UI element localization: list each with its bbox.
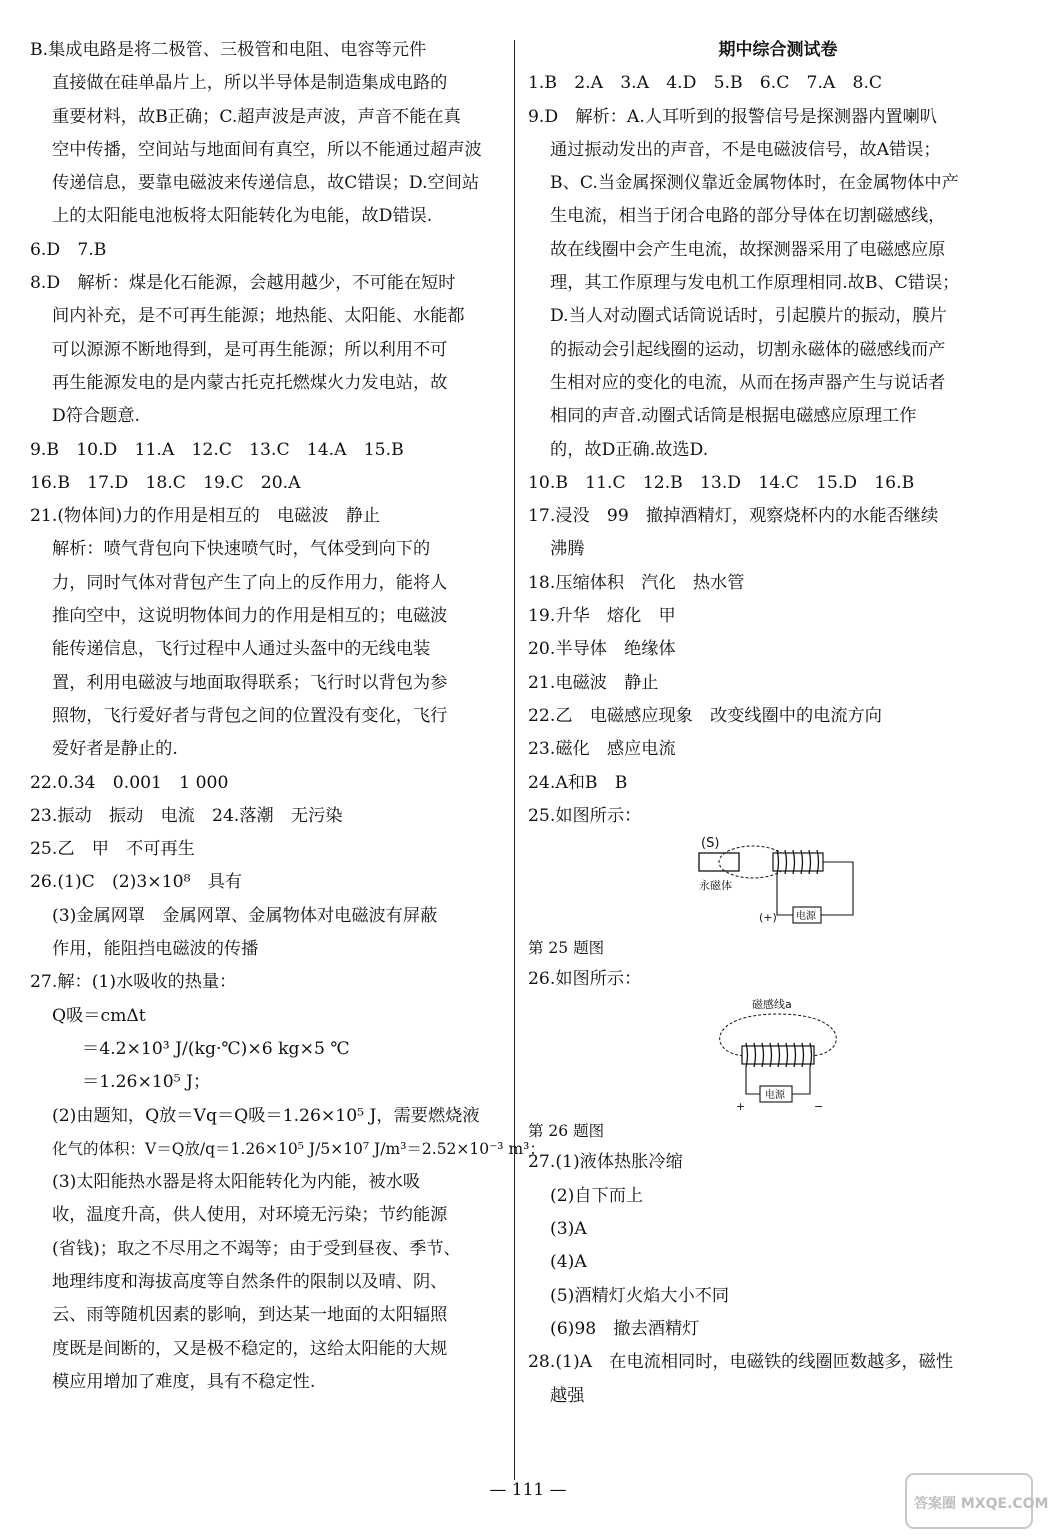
answer-line: 8.D 解析：煤是化石能源，会越用越少，不可能在短时 [30,273,456,294]
text-line: 间内补充，是不可再生能源；地热能、太阳能、水能都 [52,306,465,327]
answer-line: 20.半导体 绝缘体 [528,639,676,660]
text-line: 直接做在硅单晶片上，所以半导体是制造集成电路的 [52,73,448,94]
answer-line: 18.压缩体积 汽化 热水管 [528,572,745,593]
figure-26-diagram [708,996,848,1116]
page-number: — 111 — [489,1480,567,1500]
text-line: 推向空中，这说明物体间力的作用是相互的；电磁波 [52,606,448,627]
answer-line: 27.(1)液体热胀冷缩 [528,1152,683,1173]
text-line: 度既是间断的，又是极不稳定的，这给太阳能的大规 [52,1338,448,1359]
answer-line: 25.乙 甲 不可再生 [30,839,195,860]
text-line: (5)酒精灯火焰大小不同 [550,1285,730,1306]
text-line: (4)A [550,1252,587,1273]
power-label: 电源 [796,911,816,923]
text-line: 爱好者是静止的. [52,739,178,760]
right-column [528,34,1028,1413]
text-line: 照物，飞行爱好者与背包之间的位置没有变化，飞行 [52,705,448,726]
magnet-s-label: (S) [701,836,720,852]
text-line: (3)A [550,1219,587,1240]
text-line: 上的太阳能电池板将太阳能转化为电能，故D错误. [52,206,433,227]
formula-line: Q吸＝cmΔt [52,1005,146,1026]
text-line: B.集成电路是将二极管、三极管和电阻、电容等元件 [30,40,427,60]
text-line: 作用，能阻挡电磁波的传播 [52,939,259,960]
text-line: 理，其工作原理与发电机工作原理相同.故B、C错误； [550,273,960,294]
text-line: 生电流，相当于闭合电路的部分导体在切割磁感线， [550,206,946,227]
text-line: 模应用增加了难度，具有不稳定性. [52,1371,316,1392]
figure-25-diagram [693,833,863,933]
text-line: (2)自下而上 [550,1185,644,1206]
text-line: 沸腾 [550,539,585,560]
answer-line: 9.D 解析：A.人耳听到的报警信号是探测器内置喇叭 [528,106,937,127]
text-line: D符合题意. [52,406,140,427]
text-line: 的振动会引起线圈的运动，切割永磁体的磁感线而产 [550,339,946,360]
formula-line: 化气的体积：V＝Q放/q＝1.26×10⁵ J/5×10⁷ J/m³＝2.52×10⁻³ m³； [52,1139,545,1158]
answer-line: 25.如图所示： [528,805,642,826]
text-line: 解析：喷气背包向下快速喷气时，气体受到向下的 [52,539,431,560]
text-line: 云、雨等随机因素的影响，到达某一地面的太阳辐照 [52,1305,448,1326]
plus-label: (+) [759,911,777,925]
watermark-logo [904,1470,1049,1532]
answer-line: 26.如图所示： [528,969,642,990]
text-line: B、C.当金属探测仪靠近金属物体时，在金属物体中产 [550,173,959,194]
text-line: 通过振动发出的声音，不是电磁波信号，故A错误； [550,139,941,160]
text-line: (省钱)；取之不尽用之不竭等；由于受到昼夜、季节、 [52,1238,461,1259]
text-line: 故在线圈中会产生电流，故探测器采用了电磁感应原 [550,239,946,260]
answer-line: 16.B 17.D 18.C 19.C 20.A [30,472,301,493]
text-line: 地理纬度和海拔高度等自然条件的限制以及晴、阴、 [52,1271,448,1292]
answer-line: 6.D 7.B [30,239,107,260]
text-line: 收，温度升高，供人使用，对环境无污染；节约能源 [52,1205,448,1226]
magnet-label: 永磁体 [699,879,732,893]
text-line: 空中传播，空间站与地面间有真空，所以不能通过超声波 [52,139,482,160]
text-line: 可以源源不断地得到，是可再生能源；所以利用不可 [52,339,448,360]
answer-line: 26.(1)C (2)3×10⁸ 具有 [30,872,243,893]
text-line: 生相对应的变化的电流，从而在扬声器产生与说话者 [550,372,946,393]
answer-line: 17.浸没 99 撤掉酒精灯，观察烧杯内的水能否继续 [528,506,939,527]
text-line: 的，故D正确.故选D. [550,439,709,460]
plus-label: + [736,1100,746,1114]
watermark-text: 答案圈 MXQE.COM [914,1496,1049,1512]
text-line: 再生能源发电的是内蒙古托克托燃煤火力发电站，故 [52,372,448,393]
text-line: 置，利用电磁波与地面取得联系；飞行时以背包为参 [52,672,448,693]
formula-line: ＝1.26×10⁵ J； [82,1072,211,1093]
answer-line: 27.解：(1)水吸收的热量： [30,972,237,993]
text-line: 相同的声音.动圈式话筒是根据电磁感应原理工作 [550,406,917,427]
text-line: (3)金属网罩 金属网罩、金属物体对电磁波有屏蔽 [52,905,438,926]
text-line: 重要材料，故B正确；C.超声波是声波，声音不能在真 [52,106,461,127]
formula-line: ＝4.2×10³ J/(kg·℃)×6 kg×5 ℃ [82,1038,350,1059]
answer-line: 23.振动 振动 电流 24.落潮 无污染 [30,805,343,826]
text-line: (3)太阳能热水器是将太阳能转化为内能，被水吸 [52,1172,421,1193]
answer-line: 22.乙 电磁感应现象 改变线圈中的电流方向 [528,705,882,726]
answer-line: 28.(1)A 在电流相同时，电磁铁的线圈匝数越多，磁性 [528,1352,954,1373]
answer-line: 21.(物体间)力的作用是相互的 电磁波 静止 [30,506,381,527]
power-label: 电源 [765,1090,785,1102]
text-line: 传递信息，要靠电磁波来传递信息，故C错误；D.空间站 [52,173,480,194]
answer-line: 1.B 2.A 3.A 4.D 5.B 6.C 7.A 8.C [528,73,883,94]
answer-line: 24.A和B B [528,772,628,793]
figure-caption: 第 25 题图 [528,939,605,958]
column-divider [514,40,515,1480]
answer-line: 9.B 10.D 11.A 12.C 13.C 14.A 15.B [30,439,404,460]
left-column [30,34,545,1399]
text-line: 力，同时气体对背包产生了向上的反作用力，能将人 [52,572,448,593]
answer-line: 21.电磁波 静止 [528,672,659,693]
section-title: 期中综合测试卷 [718,40,838,60]
answer-line: 23.磁化 感应电流 [528,739,676,760]
answer-line: 22.0.34 0.001 1 000 [30,772,229,793]
minus-label: − [814,1100,824,1114]
coil-core [773,853,823,871]
text-line: 越强 [550,1385,585,1406]
text-line: D.当人对动圈式话筒说话时，引起膜片的振动，膜片 [550,306,947,327]
text-line: (6)98 撤去酒精灯 [550,1318,700,1339]
text-line: (2)由题知，Q放＝Vq＝Q吸＝1.26×10⁵ J，需要燃烧液 [52,1105,480,1126]
figure-caption: 第 26 题图 [528,1122,605,1141]
text-line: 能传递信息，飞行过程中人通过头盔中的无线电装 [52,639,431,660]
answer-line: 10.B 11.C 12.B 13.D 14.C 15.D 16.B [528,472,915,493]
answer-line: 19.升华 熔化 甲 [528,606,676,627]
field-line-label: 磁感线a [752,998,792,1012]
